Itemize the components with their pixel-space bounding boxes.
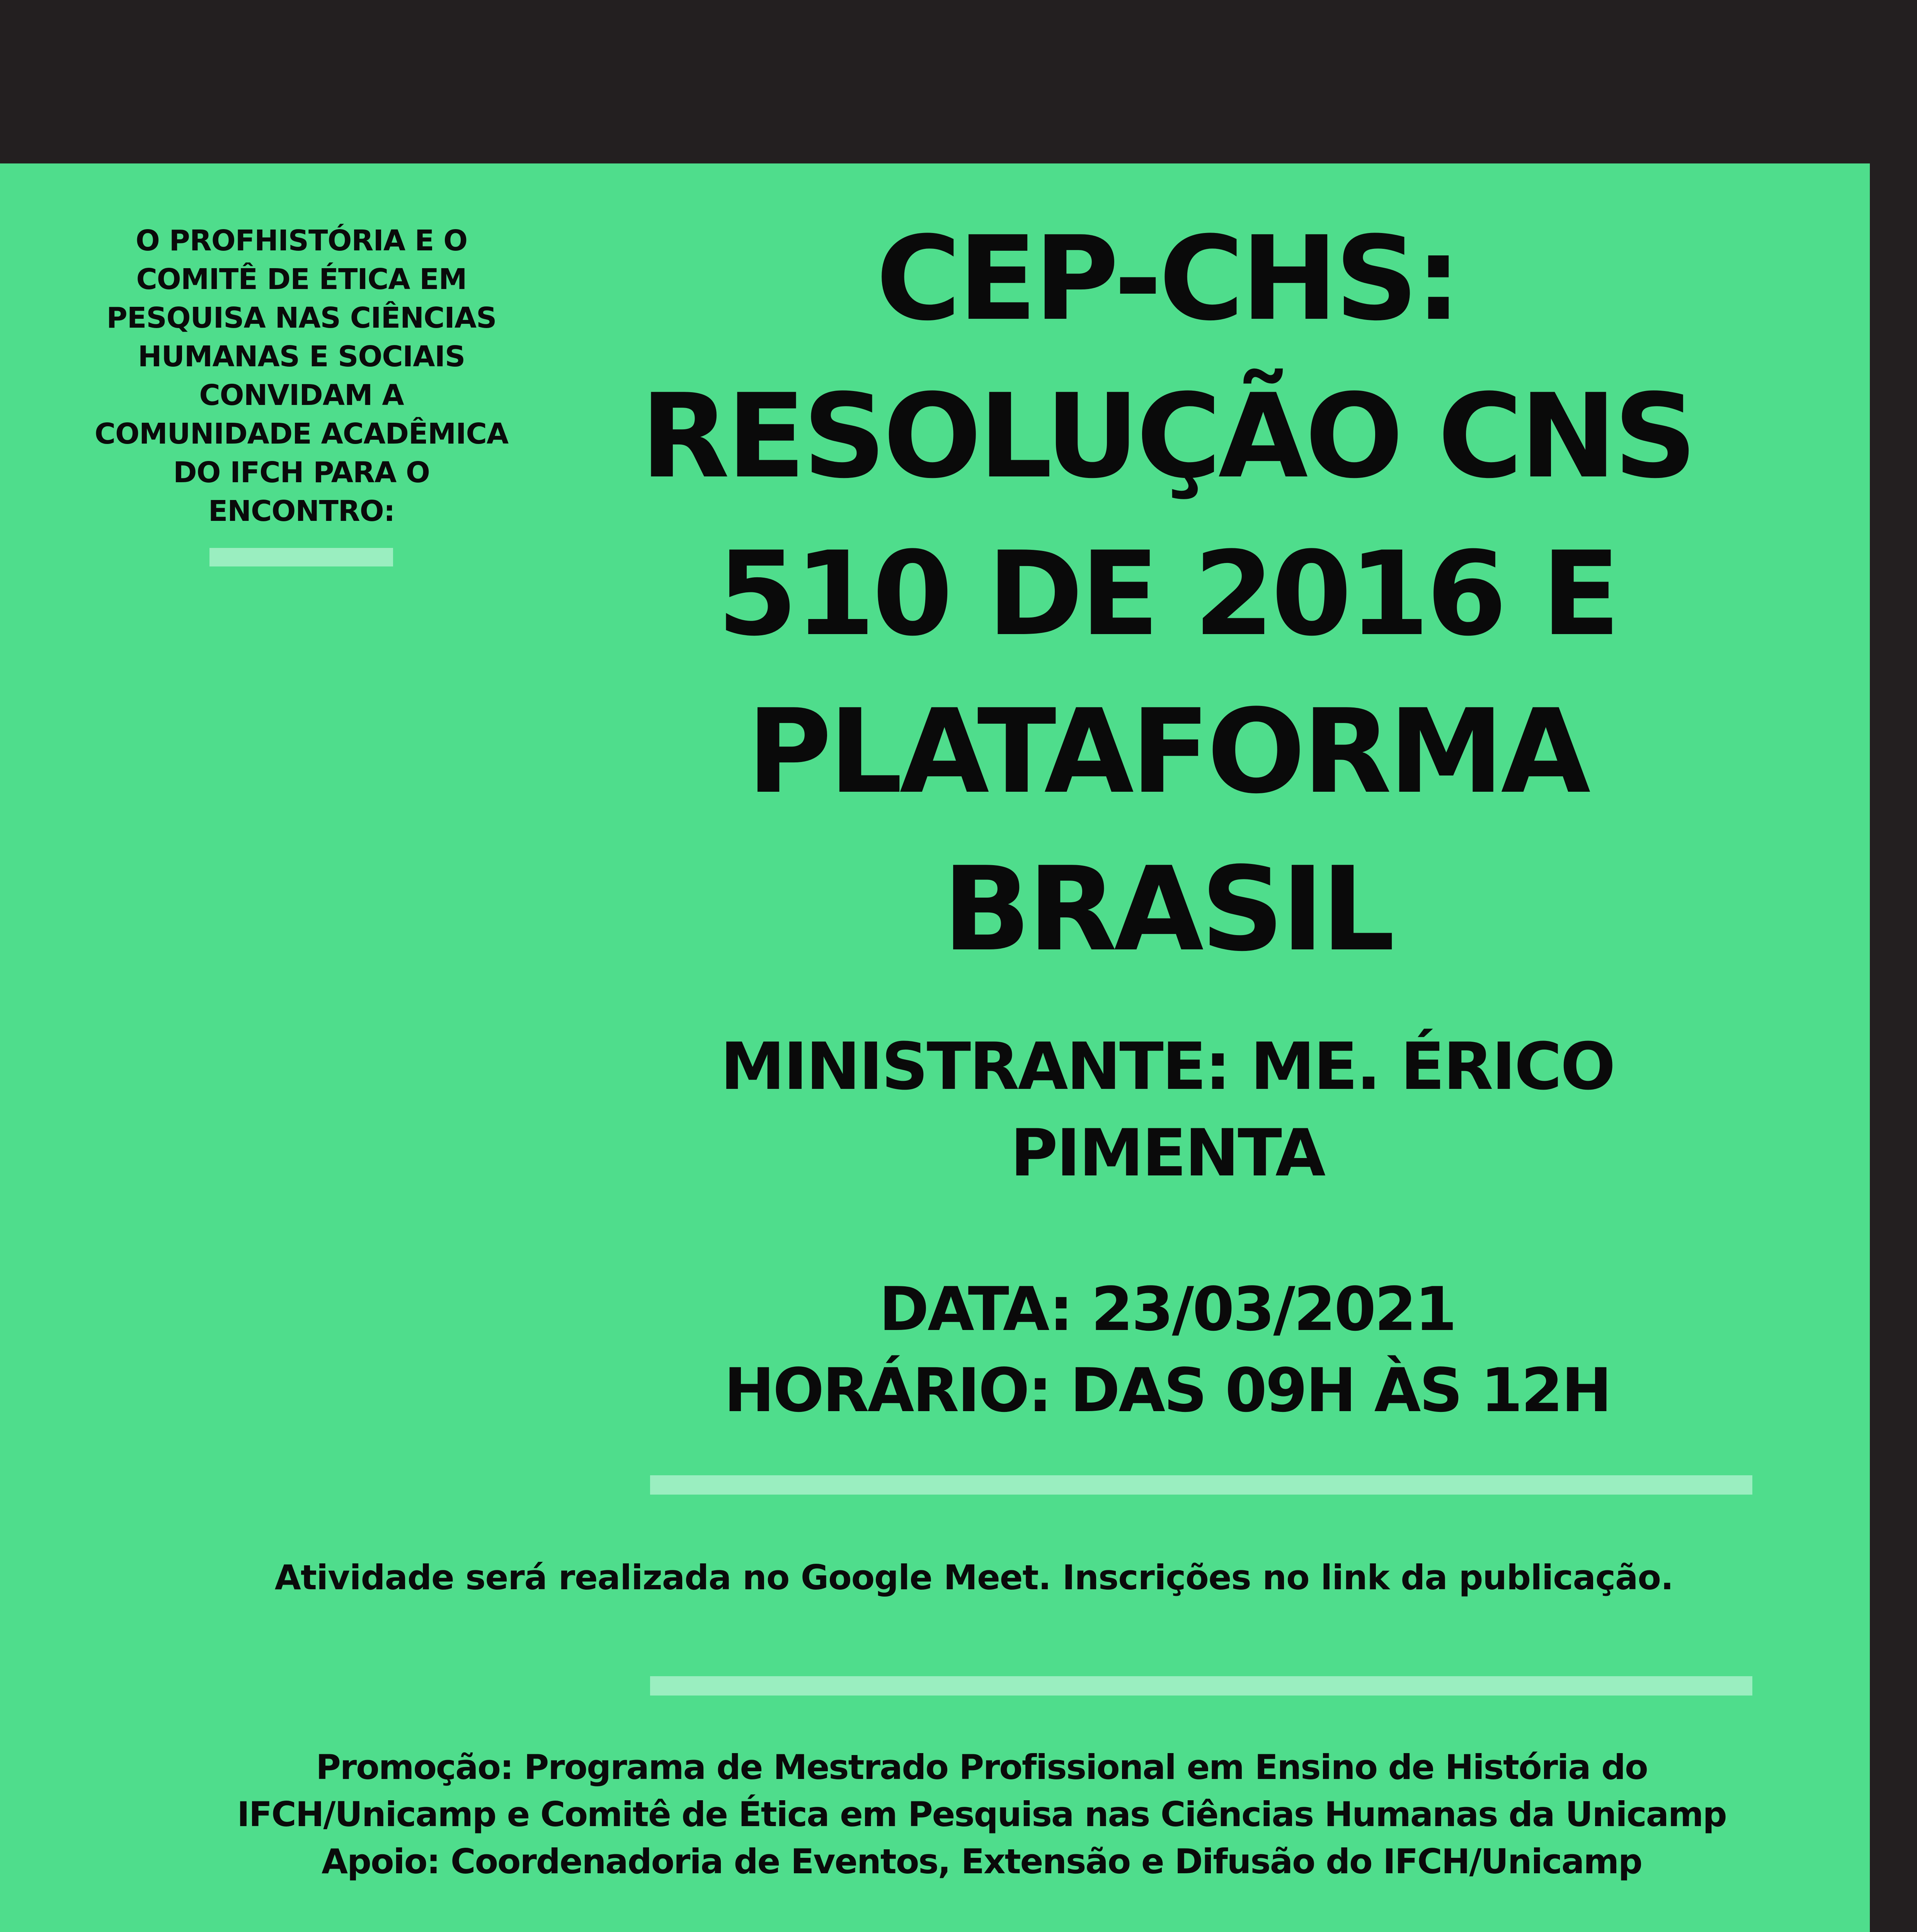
speaker-line: MINISTRANTE: ME. ÉRICO PIMENTA [720,1029,1614,1191]
date-time: DATA: 23/03/2021 HORÁRIO: DAS 09H ÀS 12H [724,1274,1611,1425]
event-title: CEP-CHS: RESOLUÇÃO CNS 510 DE 2016 E PLATAFORMA BRASIL [640,211,1694,977]
credits-text: Promoção: Programa de Mestrado Profissional em Ensino de História do IFCH/Unicamp e Comitê de Ética em Pesquisa nas Ciências Humanas da Unicamp Apoio: Coordenadoria de Eventos, Extensão e Difusão do IFCH/Unicamp [237,1747,1726,1881]
intro-text: O PROFHISTÓRIA E O COMITÊ DE ÉTICA EM PESQUISA NAS CIÊNCIAS HUMANAS E SOCIAIS CONVIDAM A COMUNIDADE ACADÊMICA DO IFCH PARA O ENCONTRO: [94,224,509,528]
intro-divider [209,548,393,566]
meeting-note: Atividade será realizada no Google Meet. Inscrições no link da publicação. [274,1558,1674,1597]
divider-top [650,1475,1752,1495]
event-poster-panel [0,163,1870,1932]
divider-bottom [650,1676,1752,1696]
